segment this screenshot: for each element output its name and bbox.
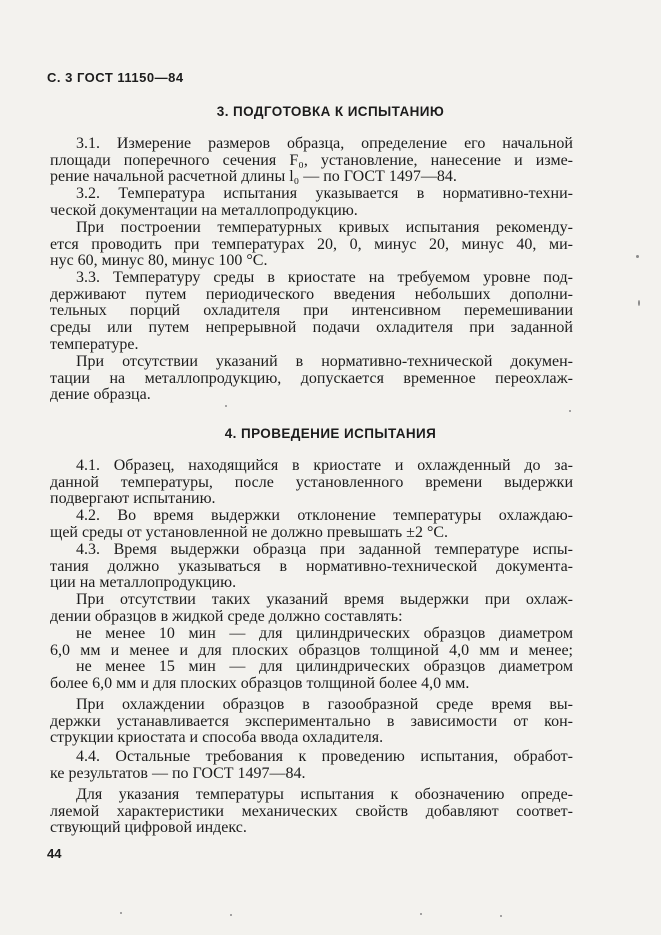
scan-speck (500, 915, 502, 917)
text-line: 4.3. Время выдержки образца при заданной температуре испы- (76, 541, 573, 558)
text-line: ке результатов — по ГОСТ 1497—84. (50, 764, 306, 782)
text-line: При отсутствии таких указаний время выдержки при охлаж- (76, 591, 573, 608)
text-line: подвергают испытанию. (50, 490, 216, 508)
scan-speck (638, 300, 640, 306)
text-line: нус 60, минус 80, минус 100 °С. (50, 252, 268, 270)
text-line: не менее 10 мин — для цилиндрических образцов диаметром (76, 625, 573, 642)
page-number: 44 (47, 846, 62, 861)
paragraph-4-3-cont (50, 592, 573, 625)
text-line: 4.4. Остальные требования к проведению испытания, обработ- (76, 748, 573, 765)
text-line: При построении температурных кривых испытания рекоменду- (76, 219, 573, 236)
text-line: данной температуры, после установленного времени выдержки (50, 473, 573, 491)
text-line: тации на металлопродукцию, допускается временное переохлаж- (50, 369, 573, 387)
text-line: тельных порций охладителя при интенсивном перемешивании (50, 302, 573, 320)
text-line: Для указания температуры испытания к обозначению опреде- (76, 786, 573, 803)
text-line: тания должно указываться в нормативно-технической документа- (50, 557, 573, 575)
text-line: более 6,0 мм и для плоских образцов толщиной более 4,0 мм. (50, 674, 470, 692)
text-line: 4.1. Образец, находящийся в криостате и охлажденный до за- (76, 457, 573, 474)
list-item-15-min (50, 659, 573, 692)
text-line: ции на металлопродукцию. (50, 574, 237, 592)
text-line: 6,0 мм и менее и для плоских образцов толщиной 4,0 мм и менее; (50, 641, 573, 659)
paragraph-3-3-cont (50, 354, 573, 404)
text-line: температуре. (50, 335, 139, 353)
paragraph-3-2 (50, 186, 573, 219)
text-line: струкции криостата и способа ввода охладителя. (50, 729, 384, 747)
paragraph-4-2 (50, 508, 573, 541)
scan-speck (120, 912, 122, 914)
paragraph-4-1 (50, 458, 573, 508)
text-line: не менее 15 мин — для цилиндрических образцов диаметром (76, 658, 573, 675)
paragraph-4-4 (50, 749, 573, 782)
paragraph-4-4-cont (50, 787, 573, 837)
paragraph-gas-medium (50, 697, 573, 747)
text-line: ется проводить при температурах 20, 0, минус 20, минус 40, ми- (50, 235, 573, 253)
text-line: 4.2. Во время выдержки отклонение температуры охлаждаю- (76, 507, 573, 524)
scan-speck (420, 913, 422, 915)
text-line: щей среды от установленной не должно превышать ±2 °С. (50, 523, 449, 541)
paragraph-4-3 (50, 542, 573, 592)
scan-speck (230, 914, 232, 916)
scan-speck (569, 410, 571, 412)
list-item-10-min (50, 626, 573, 659)
text-line: 3.1. Измерение размеров образца, определение его начальной (76, 135, 573, 152)
scan-speck (636, 255, 639, 258)
text-line: ляемой характеристики механических свойств добавляют соответ- (50, 802, 573, 820)
text-line: держивают путем периодического введения небольших дополни- (50, 285, 573, 303)
text-line: среды или путем непрерывной подачи охладителя при заданной (50, 319, 573, 337)
scan-speck (225, 405, 227, 407)
text-line: дение образца. (50, 386, 151, 404)
text-line: 3.3. Температуру среды в криостате на требуемом уровне под- (76, 269, 573, 286)
section-3-title: 3. ПОДГОТОВКА К ИСПЫТАНИЮ (216, 104, 445, 119)
text-line: ческой документации на металлопродукцию. (50, 201, 358, 219)
text-line: площади поперечного сечения F₀, установление, нанесение и изме- (50, 151, 573, 169)
paragraph-3-3 (50, 270, 573, 354)
paragraph-3-1 (50, 136, 573, 186)
paragraph-3-2-cont (50, 220, 573, 270)
running-header: С. 3 ГОСТ 11150—84 (47, 70, 184, 85)
section-4-title: 4. ПРОВЕДЕНИЕ ИСПЫТАНИЯ (224, 426, 437, 441)
text-line: При отсутствии указаний в нормативно-технической докумен- (76, 353, 573, 370)
text-line: держки устанавливается экспериментально в зависимости от кон- (50, 712, 573, 730)
text-line: дении образцов в жидкой среде должно составлять: (50, 607, 403, 625)
text-line: рение начальной расчетной длины l₀ — по ГОСТ 1497—84. (50, 168, 457, 186)
text-line: При охлаждении образцов в газообразной среде время вы- (76, 696, 573, 713)
text-line: ствующий цифровой индекс. (50, 819, 247, 837)
text-line: 3.2. Температура испытания указывается в нормативно-техни- (76, 185, 573, 202)
